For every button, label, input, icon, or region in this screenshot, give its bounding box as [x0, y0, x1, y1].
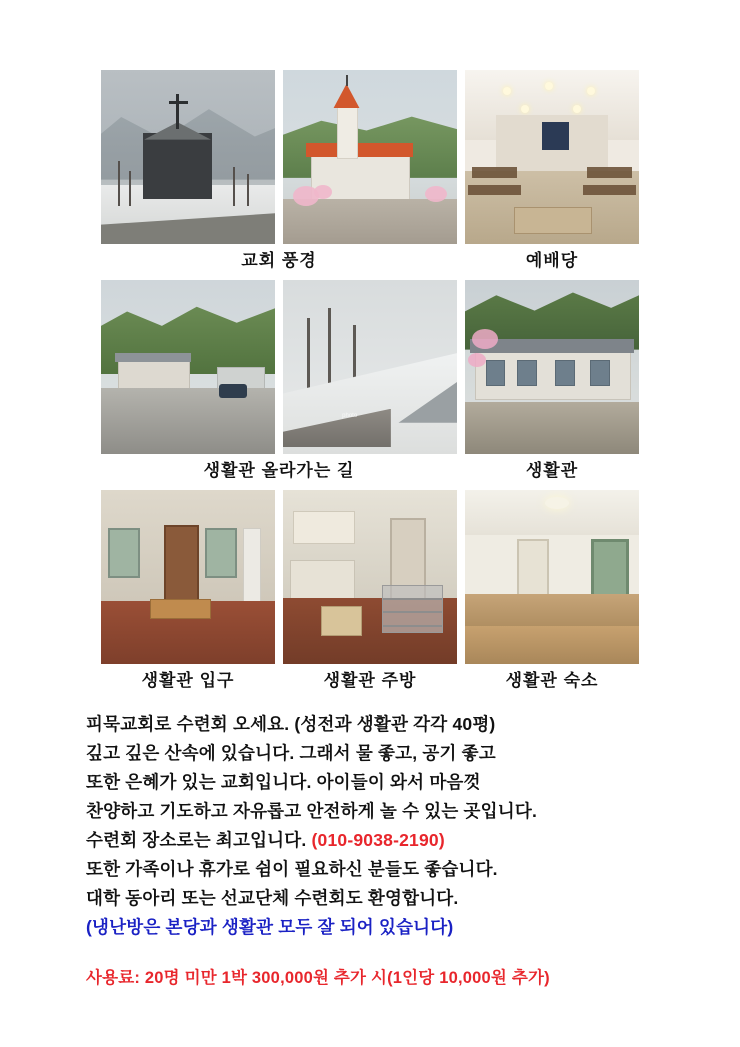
body-line-2: 깊고 깊은 산속에 있습니다. 그래서 물 좋고, 공기 좋고	[86, 743, 496, 763]
photo-row-3	[0, 490, 740, 664]
photo-dorm-room	[465, 490, 639, 664]
photo-row-1	[0, 70, 740, 244]
body-line-6: 또한 가족이나 휴가로 쉼이 필요하신 분들도 좋습니다.	[86, 859, 498, 879]
body-line-1: 피묵교회로 수련회 오세요. (성전과 생활관 각각 40평)	[86, 714, 496, 734]
photo-sanctuary	[465, 70, 639, 244]
photo-road-to-dorm	[101, 280, 275, 454]
caption-row-2	[0, 460, 740, 482]
caption-dorm-room: 생활관 숙소	[505, 671, 599, 690]
body-text	[0, 710, 740, 942]
retreat-best-text: 수련회 장소로는 최고입니다.	[86, 830, 312, 850]
photo-dorm-entrance	[101, 490, 275, 664]
photo-dorm-exterior	[465, 280, 639, 454]
caption-dorm-entrance: 생활관 입구	[141, 671, 235, 690]
caption-dorm-kitchen: 생활관 주방	[323, 671, 417, 690]
caption-sanctuary: 예배당	[525, 251, 579, 270]
photo-snowy-church	[101, 70, 275, 244]
caption-church-scenery: 교회 풍경	[241, 251, 317, 270]
fee-note: 사용료: 20명 미만 1박 300,000원 추가 시(1인당 10,000원 추가)	[86, 969, 550, 987]
body-line-5	[86, 826, 700, 855]
caption-dorm: 생활관	[525, 461, 579, 480]
photo-church-exterior	[283, 70, 457, 244]
caption-row-1	[0, 250, 740, 272]
caption-row-3	[0, 670, 740, 692]
photo-row-2	[0, 280, 740, 454]
body-line-7: 대학 동아리 또는 선교단체 수련회도 환영합니다.	[86, 888, 459, 908]
hvac-note: (냉난방은 본당과 생활관 모두 잘 되어 있습니다)	[86, 917, 454, 937]
photo-dorm-kitchen	[283, 490, 457, 664]
caption-road-to-dorm: 생활관 올라가는 길	[203, 461, 355, 480]
photo-snowy-path	[283, 280, 457, 454]
phone-number[interactable]: (010-9038-2190)	[311, 830, 445, 850]
body-line-3: 또한 은혜가 있는 교회입니다. 아이들이 와서 마음껏	[86, 772, 481, 792]
photo-watermark: photo	[342, 413, 358, 420]
body-line-4: 찬양하고 기도하고 자유롭고 안전하게 놀 수 있는 곳입니다.	[86, 801, 538, 821]
